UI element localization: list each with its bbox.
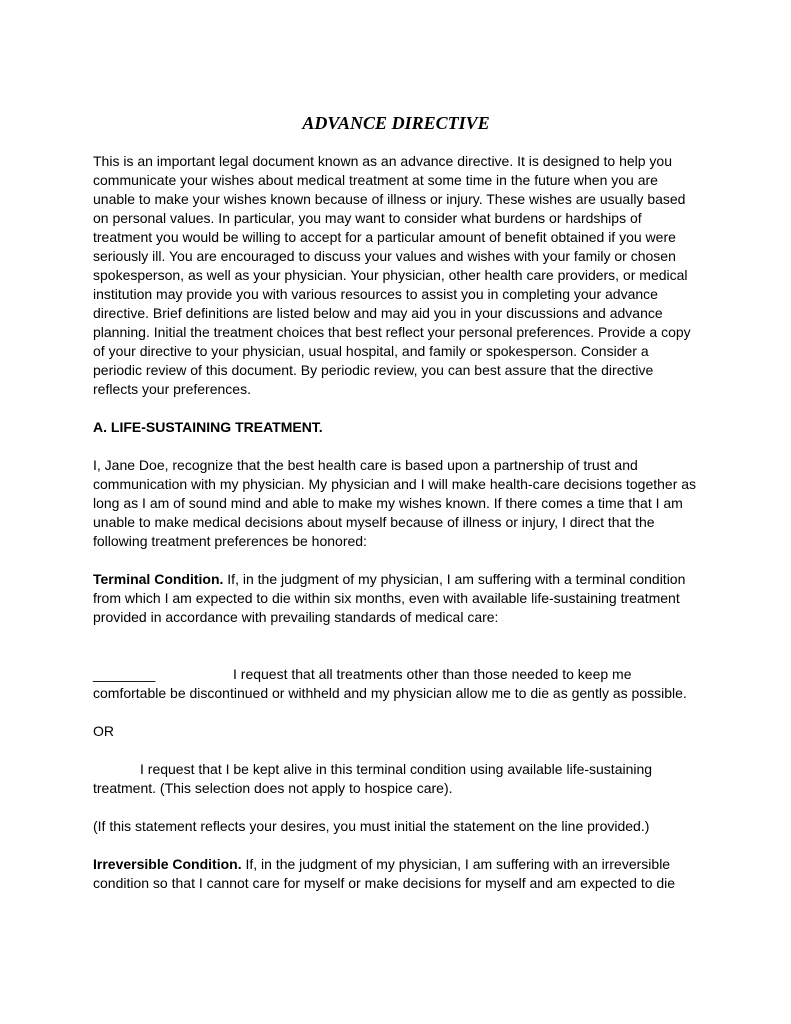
terminal-condition-paragraph (93, 570, 699, 627)
irreversible-condition-label: Irreversible Condition. (93, 856, 242, 872)
spacer (93, 646, 699, 665)
terminal-condition-text: If, in the judgment of my physician, I am suffering with a terminal condition from which I am expected to die within six months, even with available life-sustaining treatment provided in accordance with prevailing standards of medical care: (93, 571, 686, 625)
section-a-paragraph: I, Jane Doe, recognize that the best health care is based upon a partnership of trust and communication with my physician. My physician and I will make health-care decisions together as long as I am of sound mind and able to make my wishes known. If there comes a time that I am unable to make medical decisions about myself because of illness or injury, I direct that the following treatment preferences be honored: (93, 457, 697, 549)
terminal-condition-label: Terminal Condition. (93, 571, 224, 587)
section-a-heading: A. LIFE-SUSTAINING TREATMENT. (93, 419, 323, 435)
irreversible-condition-paragraph (93, 855, 699, 893)
option-keep-alive-paragraph (93, 760, 699, 798)
or-separator: OR (93, 723, 114, 739)
option-discontinue-text: I request that all treatments other than those needed to keep me comfortable be discontinued or withheld and my physician allow me to die as gently as possible. (93, 666, 687, 701)
intro-paragraph: This is an important legal document known as an advance directive. It is designed to help you communicate your wishes about medical treatment at some time in the future when you are unable to make your wishes known because of illness or injury. These wishes are usually based on personal values. In particular, you may want to consider what burdens or hardships of treatment you would be willing to accept for a particular amount of benefit obtained if you were seriously ill. You are encouraged to discuss your values and wishes with your family or chosen spokesperson, as well as your physician. Your physician, other health care providers, or medical institution may provide you with various resources to assist you in completing your advance directive. Brief definitions are listed below and may aid you in your discussions and advance planning. Initial the treatment choices that best reflect your personal preferences. Provide a copy of your directive to your physician, usual hospital, and family or spokesperson. Consider a periodic review of this document. By periodic review, you can best assure that the directive reflects your preferences. (93, 153, 691, 397)
document-body (93, 112, 699, 912)
initial-blank-line[interactable]: ________ (93, 666, 156, 682)
option-keep-alive-text: I request that I be kept alive in this terminal condition using available life-sustaining treatment. (This selection does not apply to hospice care). (93, 761, 653, 796)
document-title: ADVANCE DIRECTIVE (302, 113, 490, 133)
irreversible-condition-text: If, in the judgment of my physician, I am suffering with an irreversible condition so that I cannot care for myself or make decisions for myself and am expected to die (93, 856, 676, 891)
initial-instruction-note: (If this statement reflects your desires, you must initial the statement on the line provided.) (93, 818, 650, 834)
option-discontinue-paragraph (93, 665, 699, 703)
